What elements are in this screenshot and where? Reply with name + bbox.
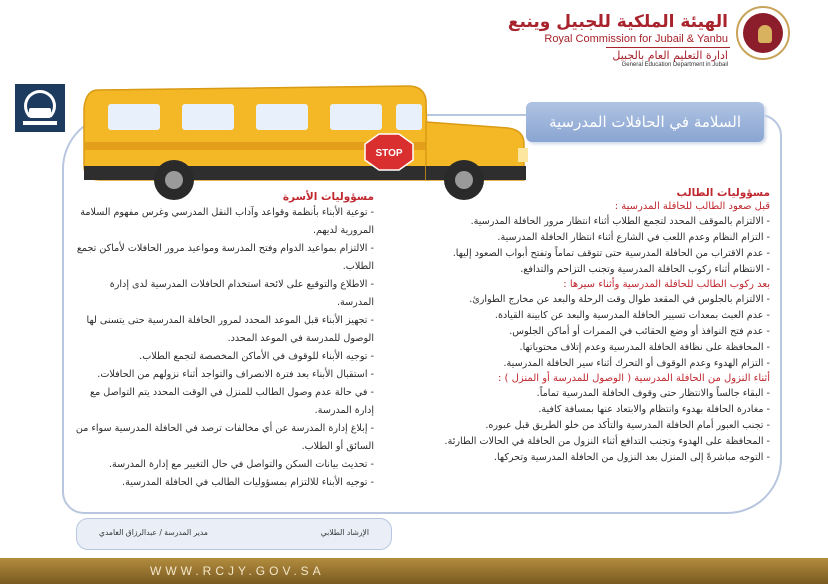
list-item: - التزام النظام وعدم اللعب في الشارع أثناء انتظار الحافلة المدرسية. bbox=[497, 232, 770, 243]
header-divider bbox=[606, 47, 730, 48]
list-item: - التوجه مباشرةً إلى المنزل بعد النزول من الحافلة المدرسية وتحركها. bbox=[493, 452, 770, 463]
list-item: - استقبال الأبناء بعد فترة الانصراف والتواجد أثناء نزولهم من الحافلات. bbox=[97, 369, 374, 380]
list-item: - إبلاغ إدارة المدرسة عن أي مخالفات ترصد في الحافلة المدرسية سواء من السائق أو الطلاب. bbox=[75, 423, 374, 452]
page-title: السلامة في الحافلات المدرسية bbox=[548, 113, 742, 131]
section-title: بعد ركوب الطالب للحافلة المدرسية وأثناء سيرها : bbox=[563, 279, 770, 290]
family-responsibilities bbox=[74, 190, 374, 492]
family-heading: مسؤوليات الأسرة bbox=[282, 191, 374, 203]
list-item: - توعية الأبناء بأنظمة وقواعد وآداب النقل المدرسي وغرس مفهوم السلامة المرورية لديهم. bbox=[80, 207, 374, 236]
list-item: - الانتظام أثناء ركوب الحافلة المدرسية وتجنب التزاحم والتدافع. bbox=[520, 264, 770, 275]
commission-name-arabic: الهيئة الملكية للجبيل وينبع bbox=[507, 12, 728, 32]
list-item: - البقاء جالساً والانتظار حتى وقوف الحافلة المدرسية تماماً. bbox=[536, 388, 770, 399]
website-link[interactable]: WWW.RCJY.GOV.SA bbox=[150, 564, 325, 578]
footer-bar bbox=[0, 558, 828, 584]
student-guidance-label: الإرشاد الطلابي bbox=[320, 528, 369, 537]
student-heading: مسؤوليات الطالب bbox=[676, 187, 770, 199]
list-item: - عدم العبث بمعدات تسيير الحافلة المدرسية والبعد عن كابينة القيادة. bbox=[494, 310, 770, 321]
list-item: - الالتزام بالموقف المحدد لتجمع الطلاب أثناء انتظار مرور الحافلة المدرسية. bbox=[470, 216, 770, 227]
stop-sign-icon bbox=[365, 134, 413, 170]
royal-commission-emblem-icon bbox=[736, 6, 790, 60]
list-item: - تحديث بيانات السكن والتواصل في حال التغيير مع إدارة المدرسة. bbox=[108, 459, 374, 470]
school-logo-icon bbox=[15, 84, 65, 132]
list-item: - في حالة عدم وصول الطالب للمنزل في الوقت المحدد يتم التواصل مع إدارة المدرسة. bbox=[90, 387, 374, 416]
list-item: - عدم فتح النوافذ أو وضع الحقائب في الممرات أو أماكن الجلوس. bbox=[509, 326, 770, 337]
list-item: - مغادرة الحافلة بهدوء وانتظام والابتعاد عنها بمسافة كافية. bbox=[538, 404, 770, 415]
principal-signature-label: مدير المدرسة / عبدالرزاق الغامدي bbox=[99, 528, 208, 537]
list-item: - المحافظة على الهدوء وتجنب التدافع أثناء النزول من الحافلة في الحالات الطارئة. bbox=[444, 436, 770, 447]
list-item: - الالتزام بمواعيد الدوام وفتح المدرسة ومواعيد مرور الحافلات لأماكن تجمع الطلاب. bbox=[76, 243, 374, 272]
department-name-arabic: ادارة التعليم العام بالجبيل bbox=[612, 49, 728, 62]
list-item: - الالتزام بالجلوس في المقعد طوال وقت الرحلة والبعد عن مخارج الطوارئ. bbox=[469, 294, 770, 305]
list-item: - تجنب العبور أمام الحافلة المدرسية والتأكد من خلو الطريق قبل عبوره. bbox=[485, 420, 770, 431]
list-item: - تجهيز الأبناء قبل الموعد المحدد لمرور الحافلة المدرسية حتى يتسنى لها الوصول للمدرسة في الموعد المحدد. bbox=[86, 315, 374, 344]
commission-name-english: Royal Commission for Jubail & Yanbu bbox=[544, 33, 728, 45]
stop-sign-label: STOP bbox=[375, 148, 403, 159]
list-item: - الاطلاع والتوقيع على لائحة استخدام الحافلات المدرسية لدى إدارة المدرسة. bbox=[109, 279, 374, 308]
list-item: - التزام الهدوء وعدم الوقوف أو التحرك أثناء سير الحافلة المدرسية. bbox=[503, 358, 770, 369]
title-badge bbox=[526, 102, 764, 142]
list-item: - توجيه الأبناء للالتزام بمسؤوليات الطالب في الحافلة المدرسية. bbox=[122, 477, 374, 488]
header bbox=[0, 0, 828, 74]
department-name-english: General Education Department in Jubail bbox=[621, 62, 728, 68]
section-title: قبل صعود الطالب للحافلة المدرسية : bbox=[614, 201, 770, 212]
signature-box bbox=[76, 518, 392, 550]
list-item: - المحافظة على نظافة الحافلة المدرسية وعدم إتلاف محتوياتها. bbox=[519, 342, 770, 353]
school-bus-illustration bbox=[78, 82, 534, 202]
student-responsibilities bbox=[396, 186, 770, 466]
section-title: أثناء النزول من الحافلة المدرسية ( الوصول للمدرسة أو المنزل ) : bbox=[498, 373, 770, 384]
list-item: - توجيه الأبناء للوقوف في الأماكن المخصصة لتجمع الطلاب. bbox=[139, 351, 374, 362]
list-item: - عدم الاقتراب من الحافلة المدرسية حتى تتوقف تماماً وتفتح أبواب الصعود إليها. bbox=[452, 248, 770, 259]
